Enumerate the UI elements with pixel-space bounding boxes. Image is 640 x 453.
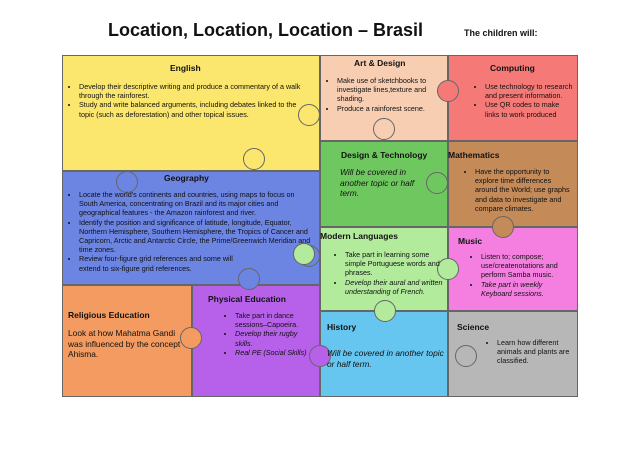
re-heading: Religious Education — [68, 310, 150, 320]
art-item: • Produce a rainforest scene. — [337, 104, 442, 113]
english-heading: English — [170, 63, 201, 73]
pe-list — [224, 311, 312, 357]
art-item: • Make use of sketchbooks to investigate lines,texture and shading. — [337, 76, 442, 104]
geography-item: • Locate the world's continents and countries, using maps to focus on South America, concentrating on Brazil and its major cities and geographical features - the Amazon rainforest and river. — [79, 190, 314, 218]
computing-item: • Use QR codes to make links to work produced — [485, 100, 574, 118]
dt-text: Will be covered in another topic or half term. — [340, 167, 415, 199]
maths-item: • Have the opportunity to explore time differences around the World; use graphs and data to investigate and compare climates. — [475, 167, 572, 213]
geography-item: • Review four-figure grid references and some will extend to six-figure grid references. — [79, 254, 249, 272]
english-knob — [243, 148, 265, 170]
geography-item: • Identify the position and significance of latitude, longitude, Equator, Northern Hemisphere, Southern Hemisphere, the Tropics of Cancer and Capricorn, Arctic and Antarctic Circle, the Prime/Greenwich Meridian and time zones. — [79, 218, 314, 255]
mfl-heading: Modern Languages — [320, 231, 398, 241]
english-list — [68, 82, 304, 119]
pe-item: • Develop their rugby skills. — [235, 329, 312, 347]
pe-item: • Real PE (Social Skills) — [235, 348, 312, 357]
dt-heading: Design & Technology — [341, 150, 428, 160]
pe-heading: Physical Education — [208, 294, 286, 304]
english-item: • Study and write balanced arguments, including debates linked to the topic (such as deforestation) and other topical issues. — [79, 100, 304, 118]
mfl-item: • Develop their aural and written understanding of French. — [345, 278, 446, 296]
music-item: • Listen to; compose; use/createnotations and perform Samba music. — [481, 252, 574, 280]
geography-list — [68, 190, 314, 273]
geography-heading: Geography — [164, 173, 209, 183]
re-knob — [180, 327, 202, 349]
mfl-knob — [374, 300, 396, 322]
science-list — [486, 338, 572, 366]
english-item: • Develop their descriptive writing and produce a commentary of a walk through the rainforest. — [79, 82, 304, 100]
music-list — [470, 252, 574, 298]
re-text: Look at how Mahatma Gandi was influenced by the concept Ahisma. — [68, 328, 181, 360]
page-title: Location, Location, Location – Brasil — [108, 20, 424, 40]
mfl-item: • Take part in learning some simple Portuguese words and phrases. — [345, 250, 446, 278]
computing-list — [474, 82, 574, 119]
art-list — [326, 76, 442, 113]
science-item: • Learn how different animals and plants are classified. — [497, 338, 572, 366]
maths-list — [464, 167, 572, 213]
art-knob — [373, 118, 395, 140]
music-heading: Music — [458, 236, 483, 246]
computing-item: • Use technology to research and present information. — [485, 82, 574, 100]
science-knob — [455, 345, 477, 367]
music-item: • Take part in weekly Keyboard sessions. — [481, 280, 574, 298]
art-heading: Art & Design — [354, 58, 406, 68]
maths-heading: Mathematics — [448, 150, 500, 160]
page-subtitle: The children will: — [464, 28, 538, 38]
mfl-list — [334, 250, 446, 296]
science-heading: Science — [457, 322, 490, 332]
computing-heading: Computing — [490, 63, 535, 73]
pe-item: • Take part in dance sessions–Capoeira. — [235, 311, 312, 329]
maths-knob — [492, 216, 514, 238]
history-heading: History — [327, 322, 357, 332]
history-text: Will be covered in another topic or half term. — [327, 348, 444, 369]
